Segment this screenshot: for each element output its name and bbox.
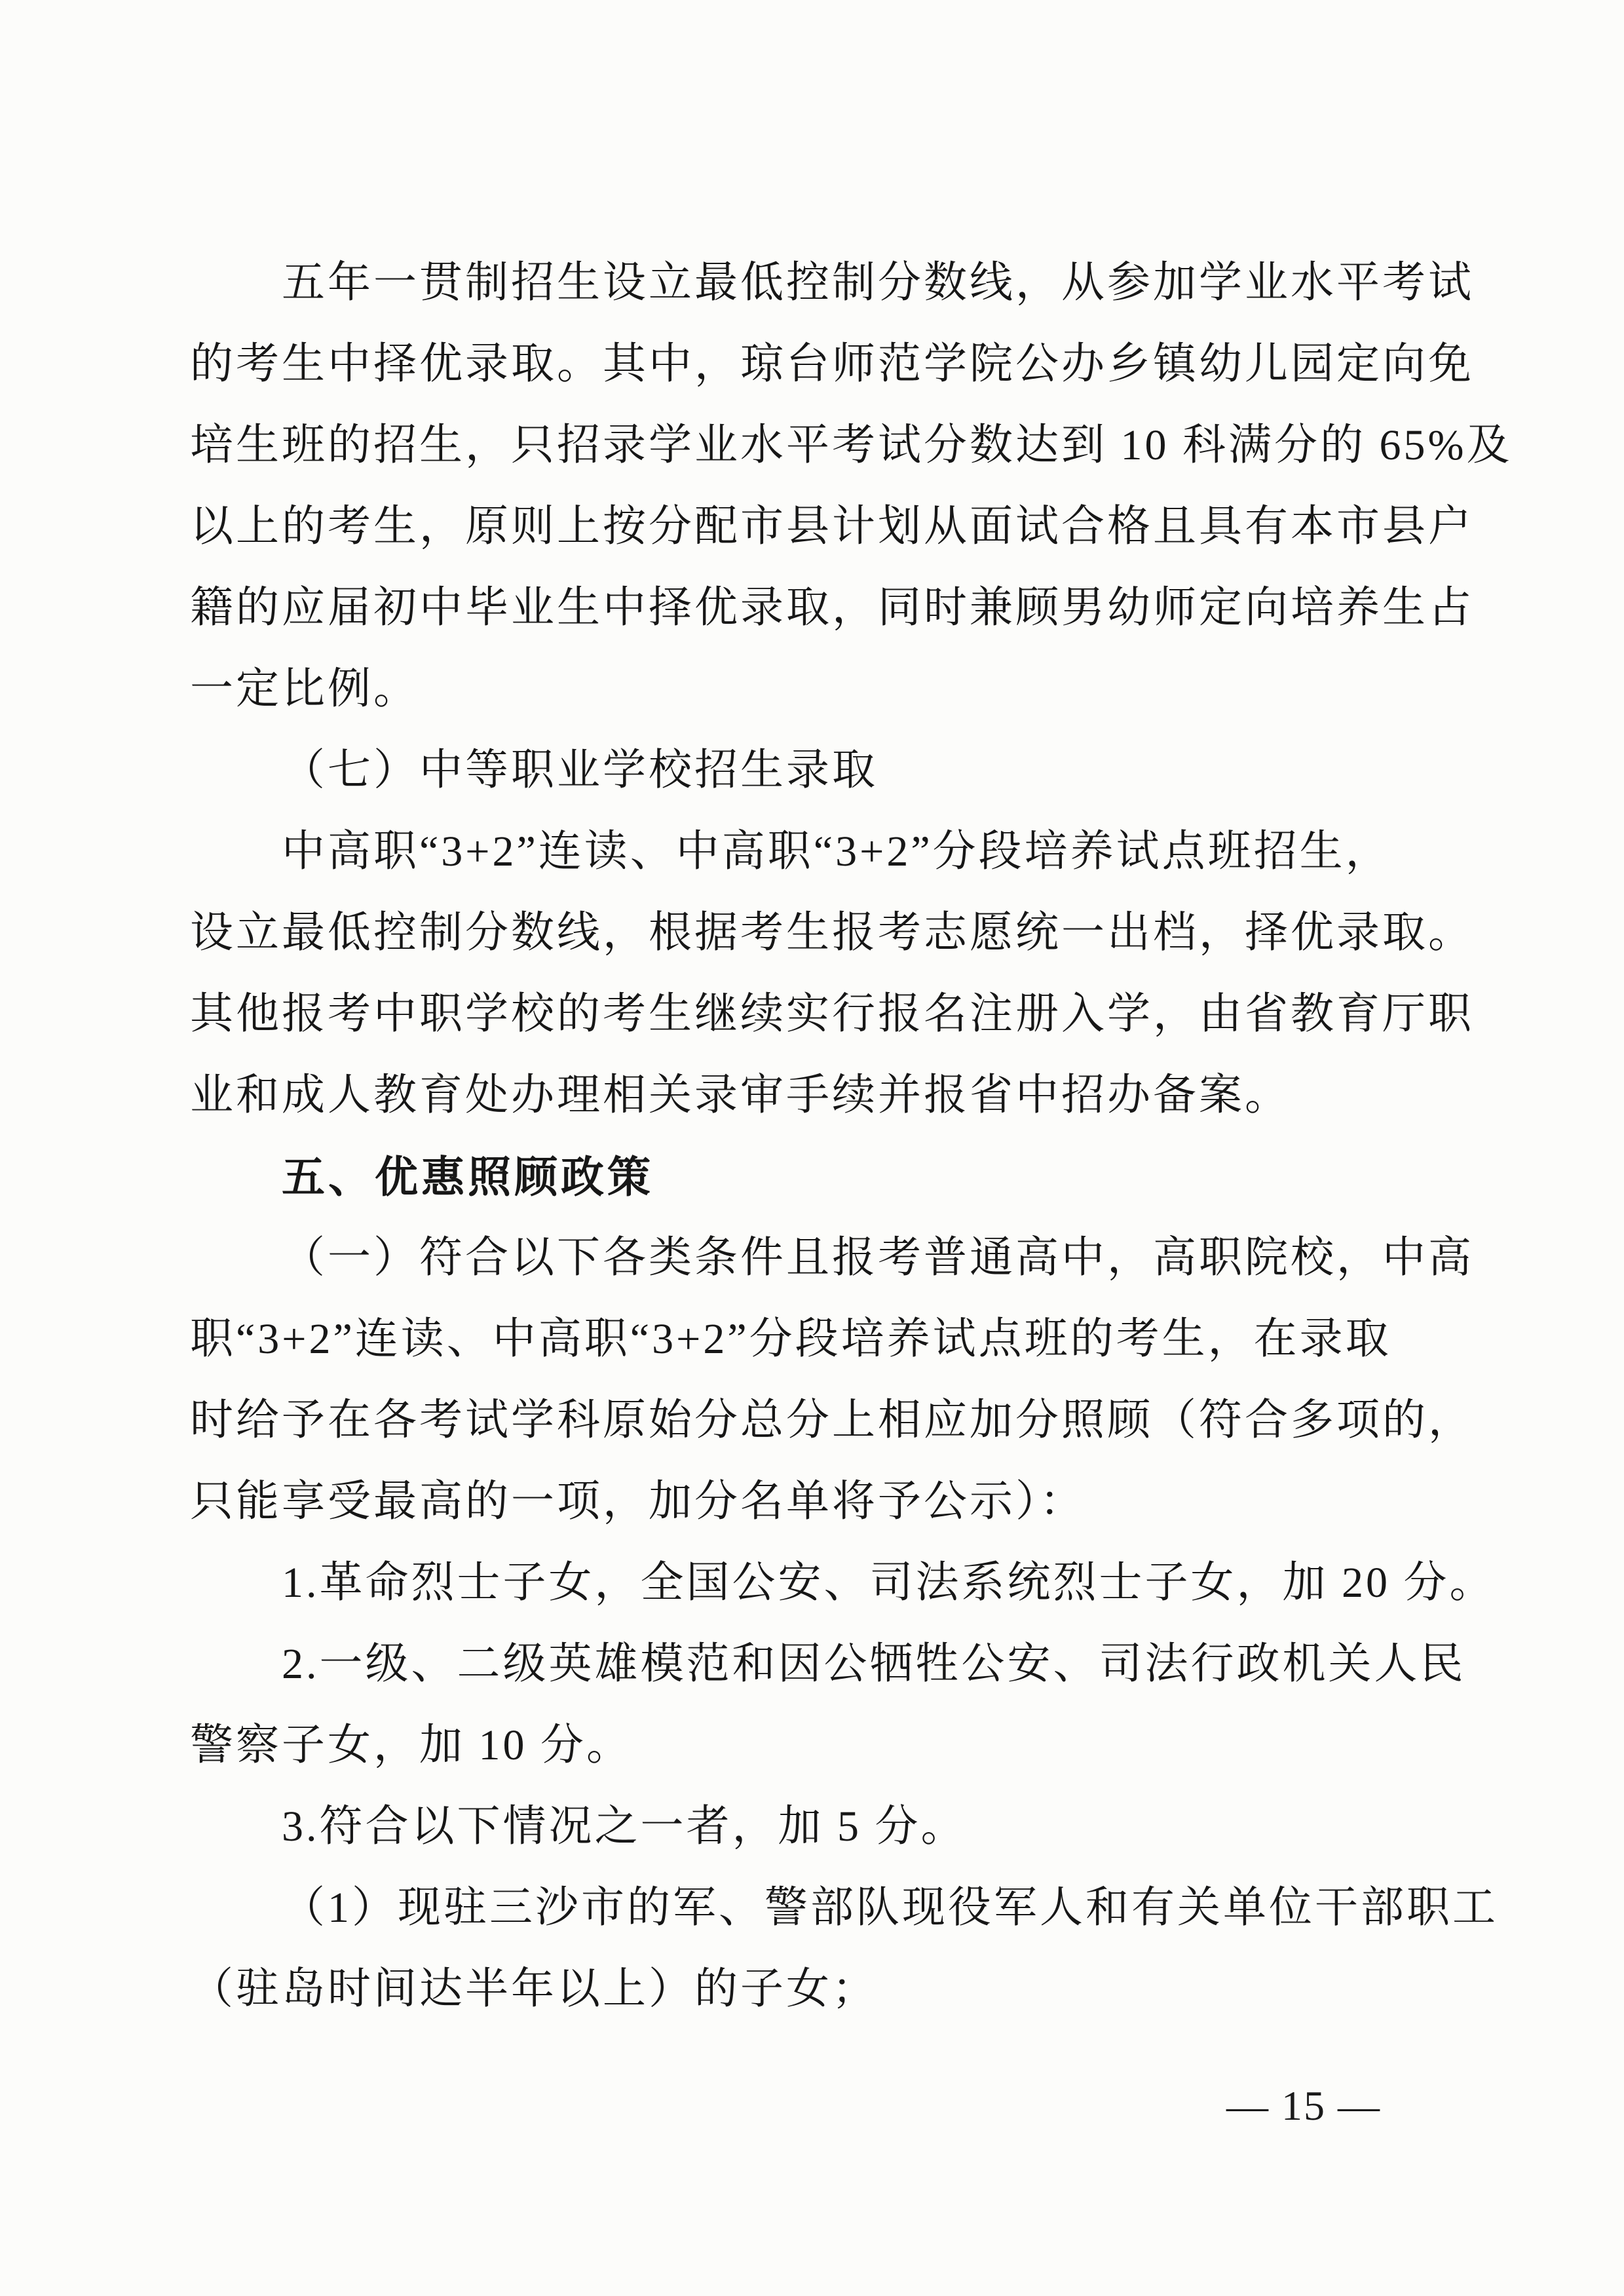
section-heading: 五、优惠照顾政策 [282, 1153, 654, 1201]
text-line: 只能享受最高的一项，加分名单将予公示）： [190, 1478, 1086, 1525]
text-line: 以上的考生，原则上按分配市县计划从面试合格且具有本市县户 [190, 503, 1474, 550]
list-item-line: 2.一级、二级英雄模范和因公牺牲公安、司法行政机关人民 [282, 1640, 1466, 1688]
text-line: 警察子女，加 10 分。 [190, 1721, 632, 1769]
text-line: 职“3+2”连读、中高职“3+2”分段培养试点班的考生，在录取 [190, 1315, 1391, 1363]
list-item-line: 1.革命烈士子女，全国公安、司法系统烈士子女，加 20 分。 [282, 1559, 1496, 1607]
text-line: （驻岛时间达半年以上）的子女； [190, 1965, 878, 2013]
text-line: 的考生中择优录取。其中，琼台师范学院公办乡镇幼儿园定向免 [190, 340, 1474, 388]
text-line: 中高职“3+2”连读、中高职“3+2”分段培养试点班招生， [282, 828, 1391, 875]
text-line: 籍的应届初中毕业生中择优录取，同时兼顾男幼师定向培养生占 [190, 584, 1474, 632]
text-line: 其他报考中职学校的考生继续实行报名注册入学，由省教育厅职 [190, 990, 1474, 1038]
list-item-line: （1）现驻三沙市的军、警部队现役军人和有关单位干部职工 [282, 1884, 1498, 1932]
text-line: （一）符合以下各类条件且报考普通高中，高职院校，中高 [282, 1234, 1474, 1282]
text-line: 培生班的招生，只招录学业水平考试分数达到 10 科满分的 65%及 [190, 421, 1513, 469]
document-text-block [190, 242, 1513, 2030]
text-line: 业和成人教育处办理相关录审手续并报省中招办备案。 [190, 1071, 1291, 1119]
text-line: 时给予在各考试学科原始分总分上相应加分照顾（符合多项的， [190, 1396, 1474, 1444]
subsection-heading: （七）中等职业学校招生录取 [282, 746, 878, 794]
text-line: 设立最低控制分数线，根据考生报考志愿统一出档，择优录取。 [190, 909, 1474, 957]
text-line: 五年一贯制招生设立最低控制分数线，从参加学业水平考试 [282, 259, 1474, 307]
page-number: — 15 — [1226, 2082, 1381, 2129]
text-line: 一定比例。 [190, 665, 419, 713]
list-item-line: 3.符合以下情况之一者，加 5 分。 [282, 1803, 967, 1850]
